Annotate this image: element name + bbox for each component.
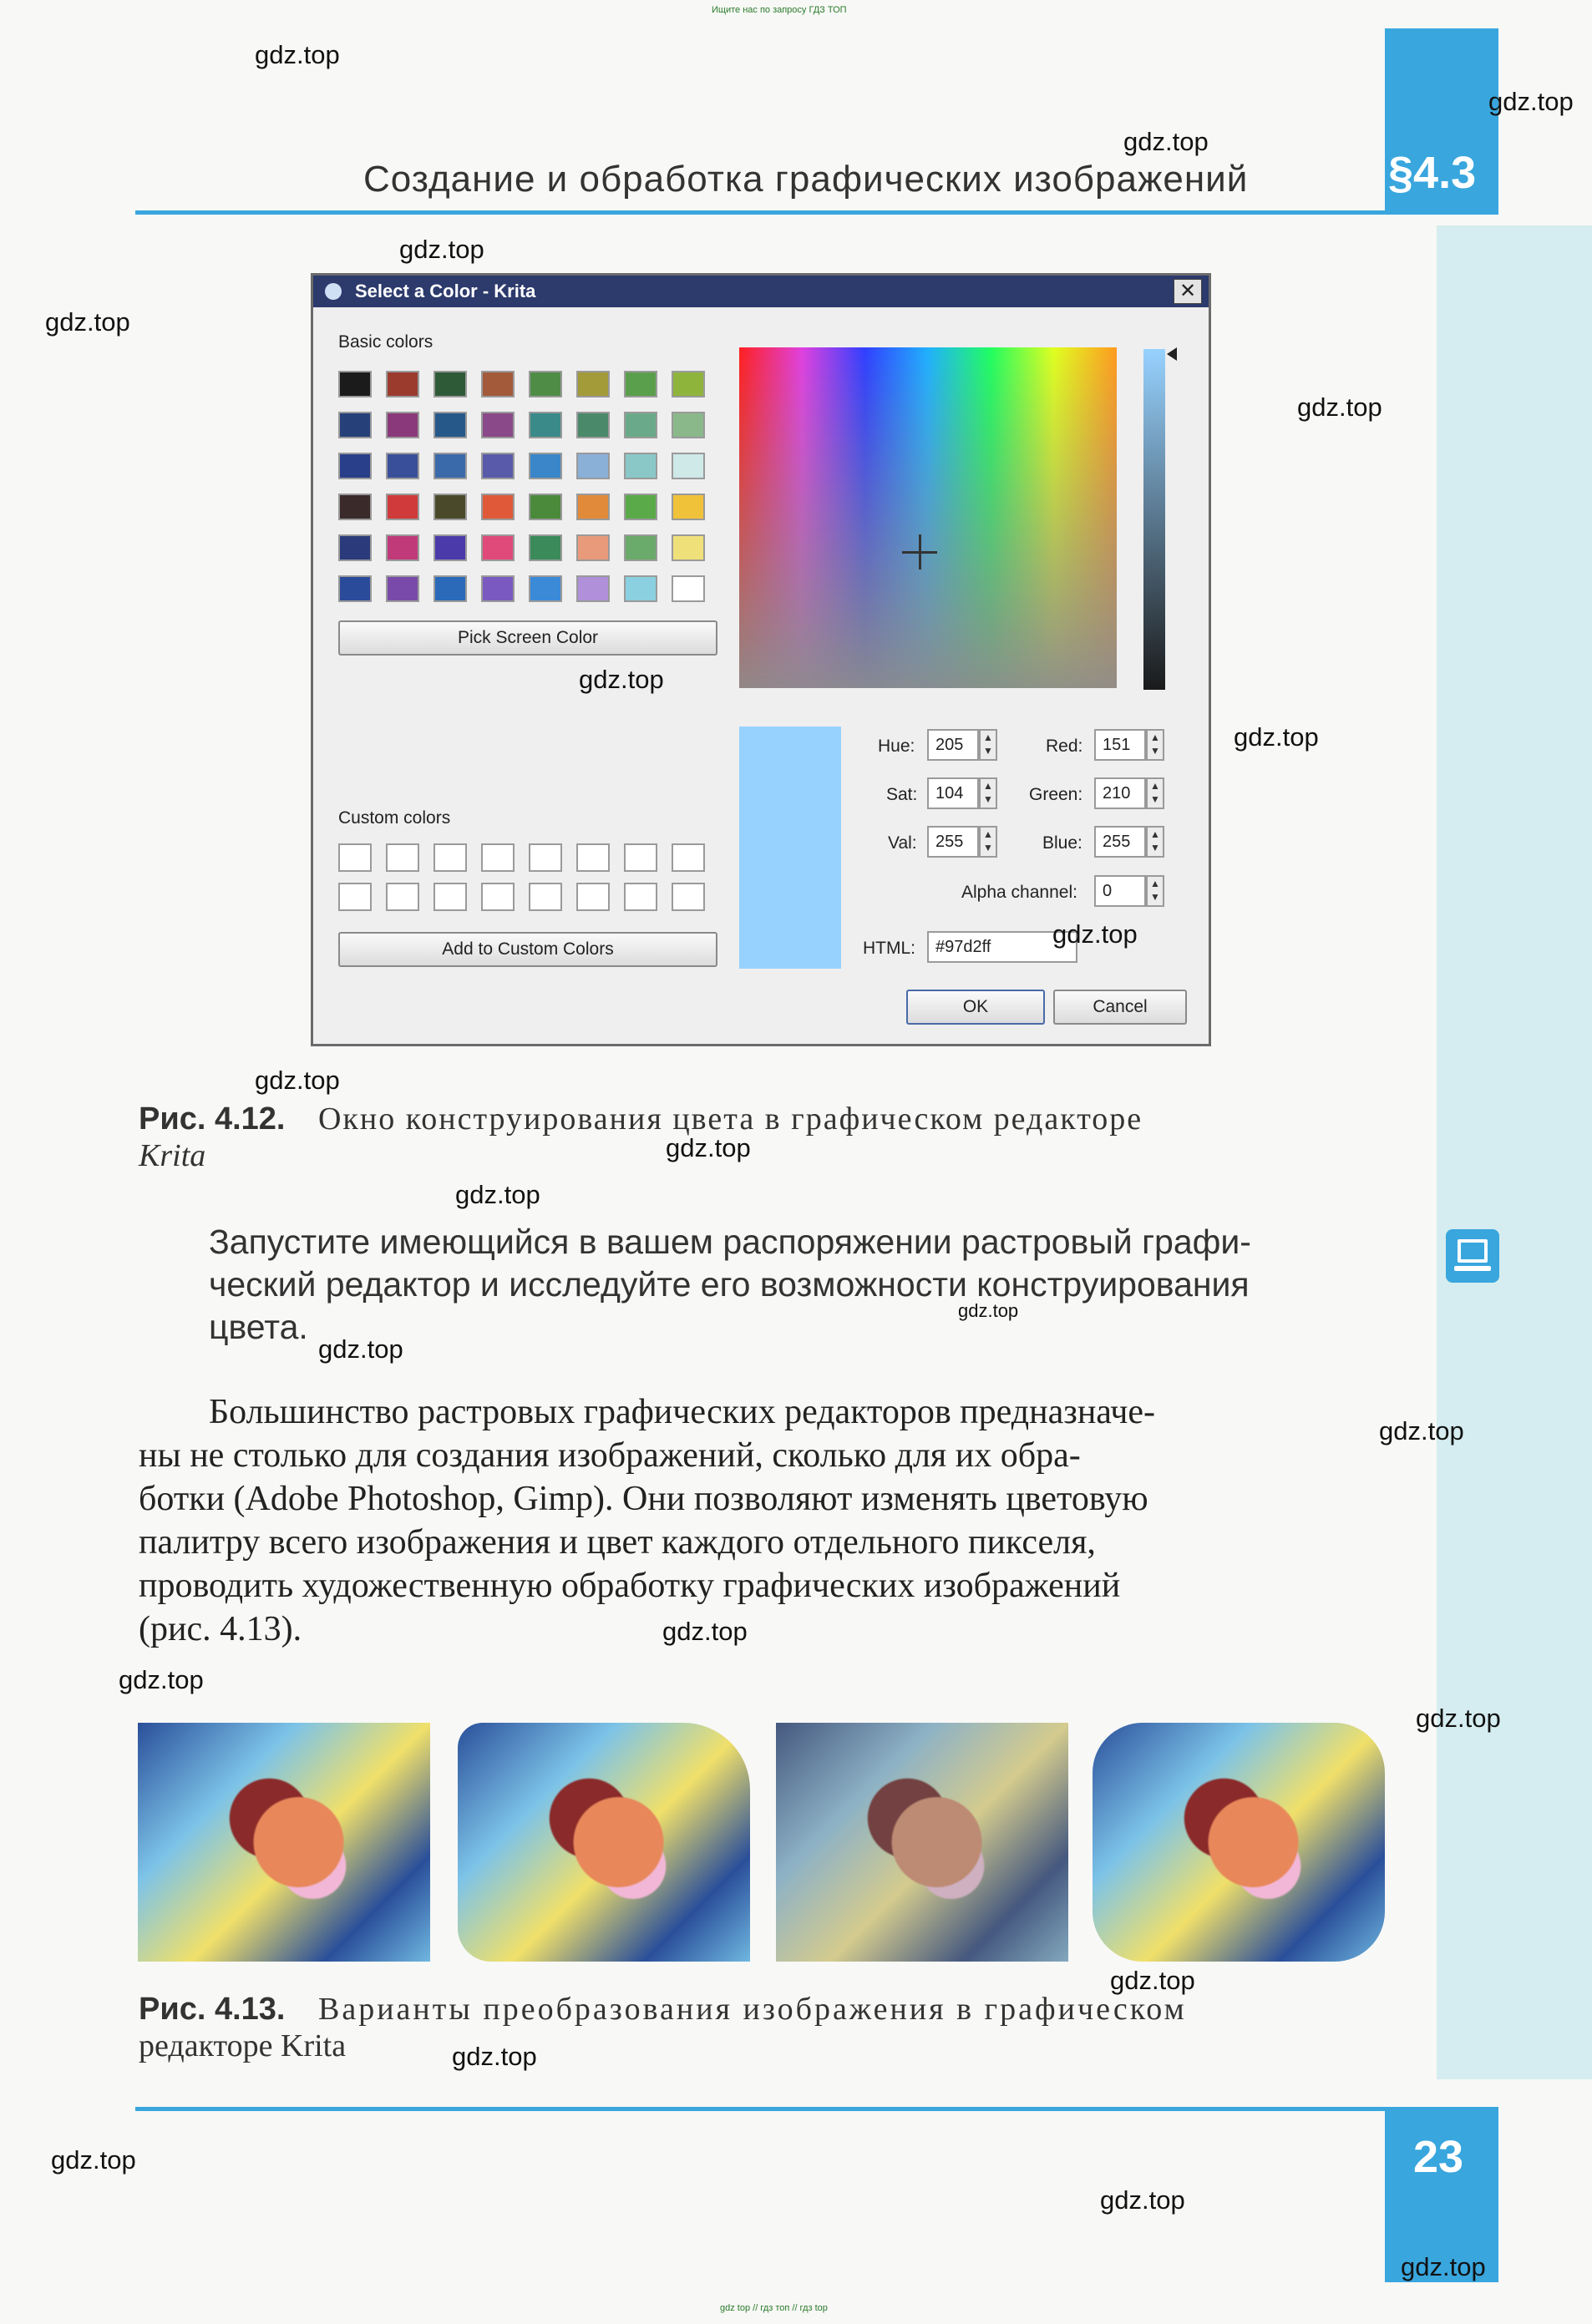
watermark: gdz.top bbox=[958, 1300, 1019, 1321]
custom-color-slot[interactable] bbox=[672, 843, 705, 872]
watermark: gdz.top bbox=[1234, 722, 1319, 752]
basic-color-swatch[interactable] bbox=[624, 453, 657, 479]
basic-color-swatch[interactable] bbox=[529, 412, 562, 438]
html-field[interactable]: #97d2ff bbox=[927, 931, 1077, 963]
blue-spinner[interactable]: ▲ ▼ bbox=[1146, 826, 1164, 858]
body-line: Большинство растровых графических редакторов предназначе- bbox=[209, 1393, 1156, 1431]
sat-label: Sat: bbox=[886, 785, 918, 804]
watermark: gdz.top bbox=[1379, 1416, 1464, 1446]
custom-color-slot[interactable] bbox=[576, 843, 610, 872]
figure-4-13-text: Варианты преобразования изображения в графическом bbox=[317, 1992, 1187, 2027]
custom-color-slot[interactable] bbox=[672, 883, 705, 911]
basic-color-swatch[interactable] bbox=[433, 575, 467, 602]
basic-color-swatch[interactable] bbox=[529, 453, 562, 479]
task-line: ческий редактор и исследуйте его возможности конструирования bbox=[209, 1265, 1250, 1304]
header-rule bbox=[135, 210, 1498, 215]
basic-colors-label: Basic colors bbox=[338, 332, 433, 352]
krita-app-icon bbox=[325, 283, 342, 300]
custom-color-slot[interactable] bbox=[624, 843, 657, 872]
basic-color-swatch[interactable] bbox=[624, 412, 657, 438]
color-preview bbox=[739, 727, 841, 969]
watermark: gdz.top bbox=[666, 1133, 751, 1162]
basic-color-swatch[interactable] bbox=[576, 575, 610, 602]
basic-color-swatch[interactable] bbox=[529, 371, 562, 397]
html-label: HTML: bbox=[863, 939, 915, 958]
task-line: цвета. bbox=[209, 1308, 308, 1346]
task-paragraph bbox=[209, 1221, 1251, 1349]
basic-color-swatch[interactable] bbox=[386, 371, 419, 397]
green-field[interactable]: 210 bbox=[1094, 777, 1146, 809]
custom-color-slot[interactable] bbox=[433, 843, 467, 872]
figure-4-12-text: Окно конструирования цвета в графическом редакторе bbox=[317, 1101, 1143, 1137]
mammoth-image-noise bbox=[776, 1723, 1068, 1962]
page-title: Создание и обработка графических изображений bbox=[363, 159, 1249, 200]
basic-color-swatch[interactable] bbox=[386, 412, 419, 438]
page-number: 23 bbox=[1413, 2132, 1464, 2182]
custom-color-slot[interactable] bbox=[338, 843, 372, 872]
basic-color-swatch[interactable] bbox=[338, 494, 372, 520]
crosshair-icon-vertical bbox=[919, 534, 921, 570]
body-paragraph bbox=[139, 1390, 1155, 1651]
basic-color-swatch[interactable] bbox=[338, 534, 372, 561]
basic-color-swatch[interactable] bbox=[576, 371, 610, 397]
figure-4-12-label: Рис. 4.12. bbox=[139, 1101, 286, 1137]
figure-4-12-caption bbox=[139, 1101, 1143, 1137]
alpha-spinner[interactable]: ▲ ▼ bbox=[1146, 875, 1164, 907]
value-slider[interactable] bbox=[1143, 349, 1165, 690]
blue-field[interactable]: 255 bbox=[1094, 826, 1146, 858]
ok-button[interactable]: OK bbox=[906, 990, 1045, 1025]
basic-color-swatch[interactable] bbox=[672, 453, 705, 479]
mammoth-image-wave bbox=[458, 1723, 750, 1962]
watermark: gdz.top bbox=[51, 2145, 136, 2175]
basic-color-swatch[interactable] bbox=[576, 453, 610, 479]
watermark: gdz.top bbox=[1297, 392, 1382, 422]
watermark: gdz.top bbox=[1110, 1966, 1195, 1995]
custom-color-slot[interactable] bbox=[576, 883, 610, 911]
basic-color-swatch[interactable] bbox=[529, 494, 562, 520]
basic-color-swatch[interactable] bbox=[624, 371, 657, 397]
watermark: gdz.top bbox=[1401, 2252, 1486, 2281]
basic-color-swatch[interactable] bbox=[386, 534, 419, 561]
basic-color-swatch[interactable] bbox=[672, 494, 705, 520]
watermark: gdz.top bbox=[1488, 87, 1574, 116]
watermark: gdz.top bbox=[1052, 919, 1138, 949]
hue-label: Hue: bbox=[878, 737, 915, 756]
red-label: Red: bbox=[1046, 737, 1083, 756]
custom-color-slot[interactable] bbox=[481, 883, 515, 911]
watermark: gdz.top bbox=[455, 1180, 540, 1209]
watermark: gdz.top bbox=[255, 1066, 340, 1095]
hue-field[interactable]: 205 bbox=[927, 729, 979, 761]
basic-color-swatch[interactable] bbox=[624, 575, 657, 602]
top-banner: Ищите нас по запросу ГДЗ ТОП bbox=[712, 5, 847, 15]
computer-icon bbox=[1446, 1229, 1499, 1283]
basic-color-swatch[interactable] bbox=[338, 412, 372, 438]
watermark: gdz.top bbox=[1416, 1704, 1501, 1733]
custom-color-slot[interactable] bbox=[624, 883, 657, 911]
watermark: gdz.top bbox=[399, 235, 484, 264]
dialog-title: Select a Color - Krita bbox=[355, 281, 536, 301]
watermark: gdz.top bbox=[45, 307, 130, 337]
basic-color-swatch[interactable] bbox=[386, 494, 419, 520]
basic-color-swatch[interactable] bbox=[338, 371, 372, 397]
custom-colors-label: Custom colors bbox=[338, 808, 451, 828]
watermark: gdz.top bbox=[662, 1617, 748, 1646]
basic-color-swatch[interactable] bbox=[481, 412, 515, 438]
basic-color-swatch[interactable] bbox=[386, 575, 419, 602]
sat-spinner[interactable]: ▲ ▼ bbox=[979, 777, 997, 809]
custom-color-slot[interactable] bbox=[529, 843, 562, 872]
body-line: ны не столько для создания изображений, сколько для их обра- bbox=[139, 1436, 1081, 1475]
custom-color-slot[interactable] bbox=[481, 843, 515, 872]
watermark: gdz.top bbox=[579, 665, 664, 694]
sat-field[interactable]: 104 bbox=[927, 777, 979, 809]
custom-color-slot[interactable] bbox=[433, 883, 467, 911]
green-label: Green: bbox=[1029, 785, 1083, 804]
val-label: Val: bbox=[888, 833, 917, 853]
watermark: gdz.top bbox=[1100, 2185, 1185, 2215]
basic-color-swatch[interactable] bbox=[576, 412, 610, 438]
basic-color-swatch[interactable] bbox=[433, 494, 467, 520]
body-line: проводить художественную обработку графических изображений bbox=[139, 1567, 1121, 1605]
val-field[interactable]: 255 bbox=[927, 826, 979, 858]
right-side-band bbox=[1437, 225, 1592, 2079]
pick-screen-color-button[interactable]: Pick Screen Color bbox=[338, 620, 717, 656]
task-line: Запустите имеющийся в вашем распоряжении растровый графи- bbox=[209, 1223, 1251, 1261]
body-line: (рис. 4.13). bbox=[139, 1610, 302, 1648]
basic-color-swatch[interactable] bbox=[481, 453, 515, 479]
basic-color-swatch[interactable] bbox=[433, 453, 467, 479]
basic-color-swatch[interactable] bbox=[624, 494, 657, 520]
basic-color-swatch[interactable] bbox=[672, 534, 705, 561]
basic-color-swatch[interactable] bbox=[338, 453, 372, 479]
add-to-custom-colors-button[interactable]: Add to Custom Colors bbox=[338, 932, 717, 967]
basic-color-swatch[interactable] bbox=[576, 494, 610, 520]
basic-color-swatch[interactable] bbox=[529, 534, 562, 561]
basic-color-swatch[interactable] bbox=[672, 412, 705, 438]
alpha-field[interactable]: 0 bbox=[1094, 875, 1146, 907]
basic-color-swatch[interactable] bbox=[576, 534, 610, 561]
watermark: gdz.top bbox=[318, 1334, 403, 1364]
section-label: §4.3 bbox=[1388, 148, 1477, 198]
slider-arrow-icon[interactable] bbox=[1167, 347, 1177, 361]
dialog-titlebar[interactable] bbox=[313, 276, 1209, 307]
basic-color-swatch[interactable] bbox=[624, 534, 657, 561]
basic-color-swatch[interactable] bbox=[386, 453, 419, 479]
body-line: палитру всего изображения и цвет каждого отдельного пикселя, bbox=[139, 1523, 1096, 1562]
basic-color-swatch[interactable] bbox=[672, 371, 705, 397]
blue-label: Blue: bbox=[1042, 833, 1082, 853]
basic-color-swatch[interactable] bbox=[433, 534, 467, 561]
basic-color-swatch[interactable] bbox=[481, 371, 515, 397]
custom-color-slot[interactable] bbox=[386, 883, 419, 911]
figure-4-13-label: Рис. 4.13. bbox=[139, 1992, 286, 2027]
green-spinner[interactable]: ▲ ▼ bbox=[1146, 777, 1164, 809]
basic-color-swatch[interactable] bbox=[433, 412, 467, 438]
watermark: gdz.top bbox=[1123, 127, 1209, 156]
basic-color-swatch[interactable] bbox=[481, 575, 515, 602]
watermark: gdz.top bbox=[452, 2042, 537, 2071]
basic-color-swatch[interactable] bbox=[672, 575, 705, 602]
basic-color-swatch[interactable] bbox=[338, 575, 372, 602]
watermark: gdz.top bbox=[255, 40, 340, 69]
close-icon[interactable]: ✕ bbox=[1174, 279, 1202, 304]
mammoth-image-rounded bbox=[1093, 1723, 1385, 1962]
hue-spinner[interactable]: ▲ ▼ bbox=[979, 729, 997, 761]
custom-color-slot[interactable] bbox=[529, 883, 562, 911]
figure-4-13-caption-line2: редакторе Krita bbox=[139, 2028, 347, 2063]
color-spectrum[interactable] bbox=[739, 347, 1117, 688]
basic-color-swatch[interactable] bbox=[481, 494, 515, 520]
figure-4-13-caption bbox=[139, 1991, 1187, 2028]
footer-rule bbox=[135, 2107, 1387, 2111]
basic-color-swatch[interactable] bbox=[529, 575, 562, 602]
basic-color-swatch[interactable] bbox=[481, 534, 515, 561]
custom-color-slot[interactable] bbox=[386, 843, 419, 872]
val-spinner[interactable]: ▲ ▼ bbox=[979, 826, 997, 858]
figure-4-12-caption-line2: Krita bbox=[139, 1138, 206, 1173]
bottom-banner: gdz top // гдз топ // гдз top bbox=[720, 2303, 828, 2313]
custom-color-slot[interactable] bbox=[338, 883, 372, 911]
watermark: gdz.top bbox=[119, 1665, 204, 1694]
alpha-label: Alpha channel: bbox=[961, 883, 1077, 902]
body-line: ботки (Adobe Photoshop, Gimp). Они позволяют изменять цветовую bbox=[139, 1480, 1148, 1518]
red-field[interactable]: 151 bbox=[1094, 729, 1146, 761]
cancel-button[interactable]: Cancel bbox=[1053, 990, 1187, 1025]
red-spinner[interactable]: ▲ ▼ bbox=[1146, 729, 1164, 761]
mammoth-image-original bbox=[138, 1723, 430, 1962]
basic-color-swatch[interactable] bbox=[433, 371, 467, 397]
